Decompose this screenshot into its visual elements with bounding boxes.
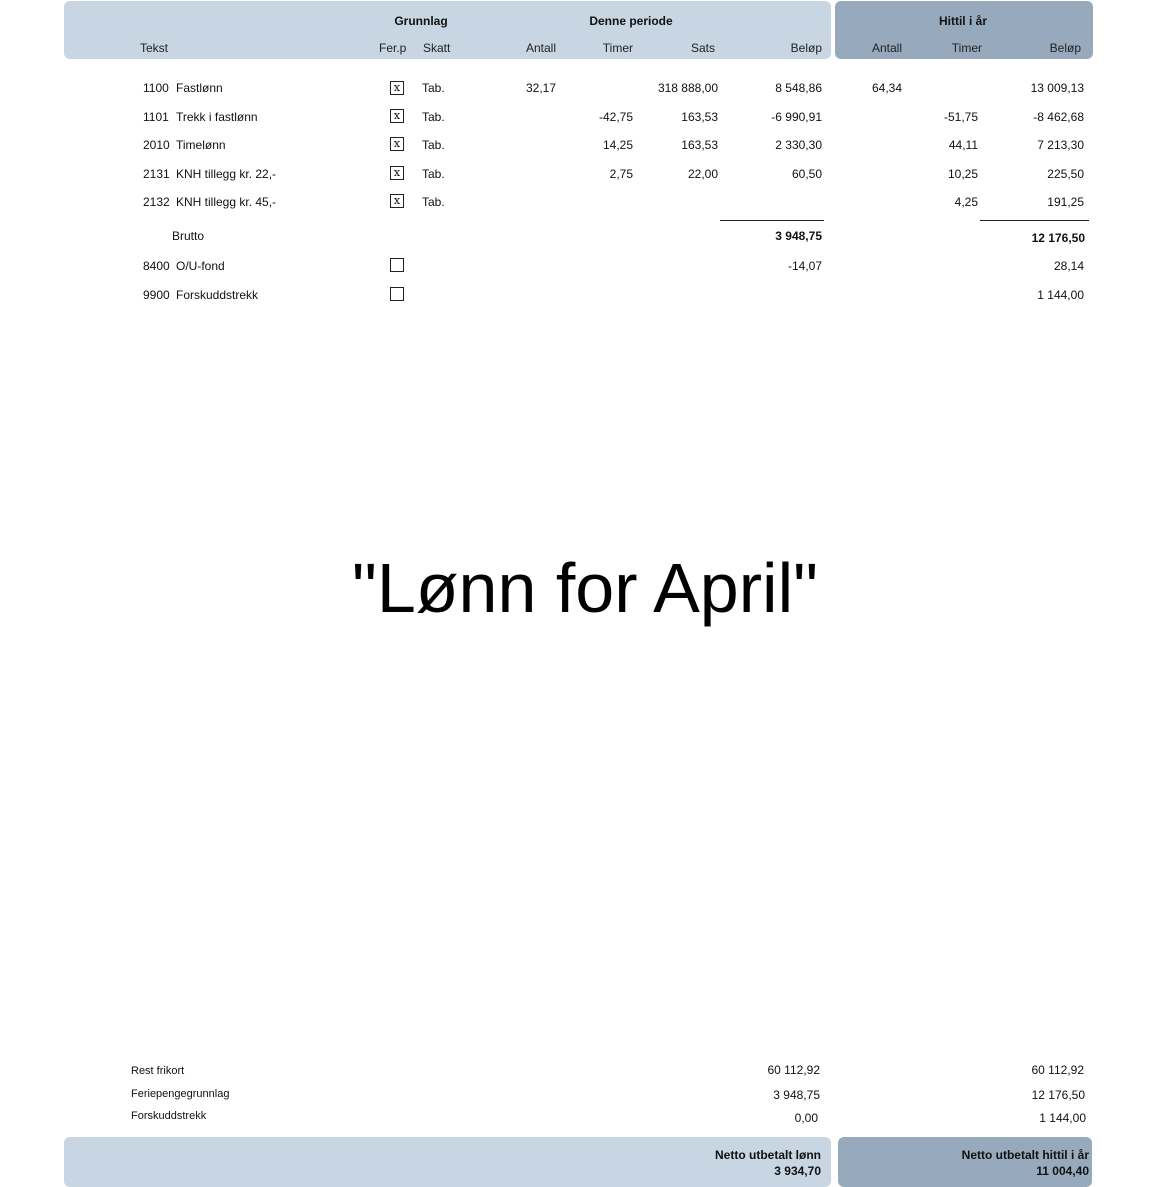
- row-sats: 163,53: [681, 110, 718, 124]
- summary-ytd-value: 1 144,00: [1039, 1111, 1086, 1125]
- summary-value: 3 948,75: [773, 1088, 820, 1102]
- row-antall: 32,17: [525, 81, 556, 95]
- ferp-checkbox[interactable]: [390, 258, 404, 272]
- summary-value: 0,00: [794, 1111, 818, 1125]
- row-ytd-antall: 64,34: [871, 81, 902, 95]
- group-header-hittil-i-ar: Hittil i år: [938, 14, 987, 28]
- ferp-checkbox[interactable]: [390, 287, 404, 301]
- row-ytd-timer: 44,11: [948, 138, 978, 152]
- brutto-belop: 3 948,75: [775, 229, 822, 243]
- row-skatt: Tab.: [422, 138, 445, 152]
- ferp-checkbox[interactable]: x: [390, 109, 404, 123]
- row-sats: 163,53: [681, 138, 718, 152]
- row-ytd-timer: -51,75: [943, 110, 978, 124]
- column-header-ytd-belop: Beløp: [1049, 41, 1081, 55]
- row-skatt: Tab.: [422, 167, 445, 181]
- summary-label: Feriepengegrunnlag: [131, 1088, 230, 1100]
- row-text: Timelønn: [176, 138, 226, 152]
- netto-value: 3 934,70: [774, 1164, 821, 1178]
- column-header-antall: Antall: [525, 41, 556, 55]
- netto-ytd-value: 11 004,40: [1036, 1164, 1089, 1178]
- row-ytd-belop: 191,25: [1047, 195, 1084, 209]
- row-belop: 60,50: [791, 167, 822, 181]
- row-text: KNH tillegg kr. 22,-: [176, 167, 277, 181]
- netto-ytd-label: Netto utbetalt hittil i år: [961, 1148, 1089, 1162]
- row-sats: 318 888,00: [657, 81, 718, 95]
- ferp-checkbox[interactable]: x: [390, 137, 404, 151]
- brutto-ytd-belop: 12 176,50: [1031, 231, 1085, 245]
- ferp-checkbox[interactable]: x: [390, 81, 404, 95]
- row-text: Trekk i fastlønn: [176, 110, 258, 124]
- column-header-sats: Sats: [690, 41, 715, 55]
- row-code: 2131: [143, 167, 170, 181]
- netto-label: Netto utbetalt lønn: [715, 1148, 821, 1162]
- deduction-ytd-belop: 1 144,00: [1037, 288, 1084, 302]
- ferp-checkbox[interactable]: x: [390, 166, 404, 180]
- row-ytd-belop: -8 462,68: [1033, 110, 1084, 124]
- row-ytd-belop: 225,50: [1047, 167, 1084, 181]
- summary-value: 60 112,92: [767, 1063, 820, 1077]
- row-timer: 14,25: [602, 138, 633, 152]
- group-header-grunnlag: Grunnlag: [394, 14, 448, 28]
- row-belop: 2 330,30: [775, 138, 822, 152]
- row-text: KNH tillegg kr. 45,-: [176, 195, 277, 209]
- row-code: 1101: [143, 110, 169, 124]
- row-ytd-timer: 4,25: [954, 195, 978, 209]
- deduction-code: 9900: [143, 288, 170, 302]
- row-skatt: Tab.: [422, 110, 445, 124]
- deduction-text: O/U-fond: [176, 259, 225, 273]
- ferp-checkbox[interactable]: x: [390, 194, 404, 208]
- row-ytd-belop: 13 009,13: [1030, 81, 1084, 95]
- row-skatt: Tab.: [422, 81, 445, 95]
- column-header-ytd-timer: Timer: [951, 41, 982, 55]
- row-code: 2010: [143, 138, 170, 152]
- deduction-belop: -14,07: [787, 259, 822, 273]
- column-header-belop: Beløp: [790, 41, 822, 55]
- deduction-text: Forskuddstrekk: [176, 288, 259, 302]
- row-timer: -42,75: [598, 110, 633, 124]
- page-title: "Lønn for April": [351, 549, 818, 627]
- column-header-ferp: Fer.p: [379, 41, 407, 55]
- netto-band-ytd: [838, 1137, 1092, 1187]
- deduction-code: 8400: [143, 259, 170, 273]
- row-ytd-timer: 10,25: [947, 167, 978, 181]
- netto-band-period: [64, 1137, 831, 1187]
- brutto-label: Brutto: [172, 229, 205, 243]
- row-code: 1100: [143, 81, 169, 95]
- column-header-skatt: Skatt: [423, 41, 451, 55]
- row-belop: 8 548,86: [775, 81, 822, 95]
- subtotal-rule: [720, 220, 824, 221]
- summary-label: Rest frikort: [131, 1065, 185, 1077]
- summary-ytd-value: 60 112,92: [1031, 1063, 1084, 1077]
- deduction-ytd-belop: 28,14: [1053, 259, 1084, 273]
- row-skatt: Tab.: [422, 195, 445, 209]
- summary-ytd-value: 12 176,50: [1031, 1088, 1085, 1102]
- row-sats: 22,00: [687, 167, 718, 181]
- group-header-denne-periode: Denne periode: [589, 14, 673, 28]
- row-code: 2132: [143, 195, 170, 209]
- row-timer: 2,75: [609, 167, 633, 181]
- summary-label: Forskuddstrekk: [131, 1110, 207, 1122]
- column-header-timer: Timer: [602, 41, 633, 55]
- subtotal-rule-ytd: [980, 220, 1089, 221]
- row-ytd-belop: 7 213,30: [1037, 138, 1084, 152]
- row-text: Fastlønn: [176, 81, 223, 95]
- row-belop: -6 990,91: [771, 110, 822, 124]
- column-header-tekst: Tekst: [140, 41, 169, 55]
- column-header-ytd-antall: Antall: [871, 41, 902, 55]
